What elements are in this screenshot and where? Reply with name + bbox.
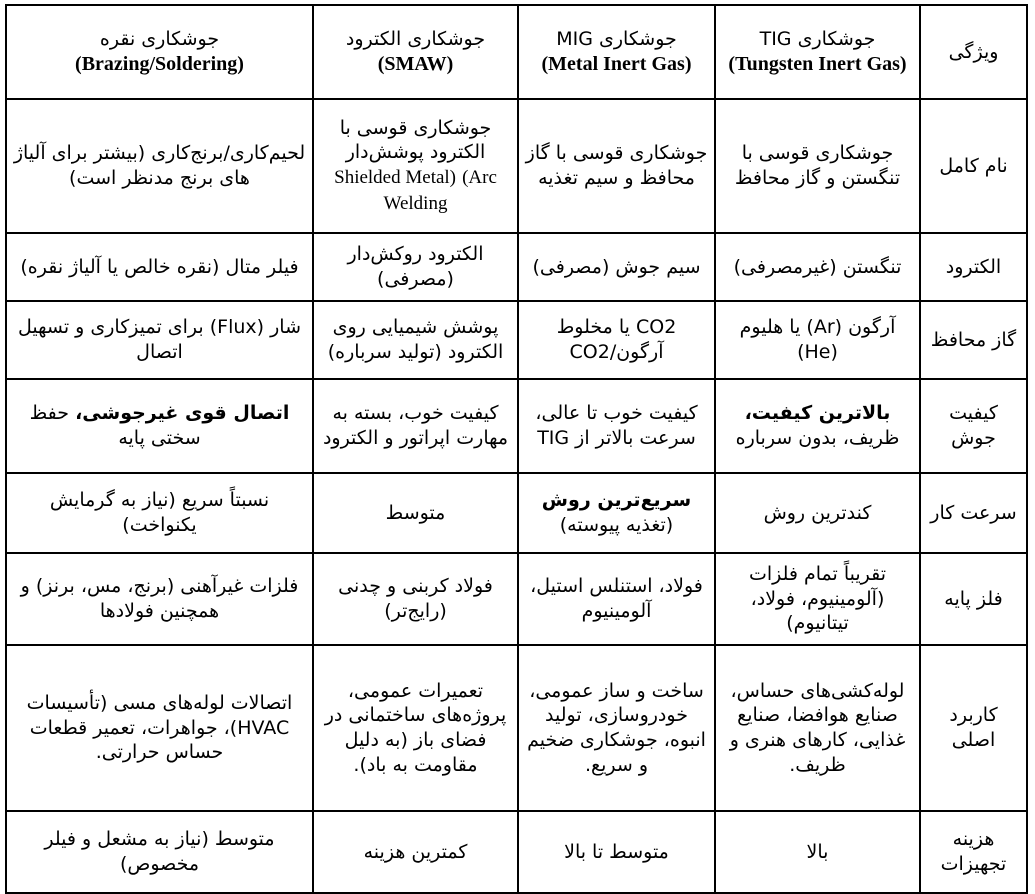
table-row xyxy=(6,811,1027,893)
cell-shielding-gas-mig: CO2 یا مخلوط آرگون/CO2 xyxy=(518,301,715,379)
cell-base-metal-smaw: فولاد کربنی و چدنی (رایج‌تر) xyxy=(313,553,518,645)
cell-weld-quality-brazing xyxy=(6,379,313,473)
cell-equipment-cost-tig: بالا xyxy=(715,811,920,893)
welding-comparison-table xyxy=(5,4,1028,894)
cell-weld-quality-brazing-rest: حفظ سختی پایه xyxy=(29,402,201,449)
column-header-feature-label: ویژگی xyxy=(948,40,999,63)
cell-main-application-brazing: اتصالات لوله‌های مسی (تأسیسات HVAC)، جواهرات، تعمیر قطعات حساس حرارتی. xyxy=(6,645,313,811)
table-row xyxy=(6,645,1027,811)
column-header-mig xyxy=(518,5,715,99)
cell-full-name-smaw-latin-1: Shielded Metal) xyxy=(334,167,457,188)
table-row xyxy=(6,473,1027,553)
cell-electrode-tig: تنگستن (غیرمصرفی) xyxy=(715,233,920,301)
cell-weld-quality-mig: کیفیت خوب تا عالی، سرعت بالاتر از TIG xyxy=(518,379,715,473)
cell-main-application-tig: لوله‌کشی‌های حساس، صنایع هوافضا، صنایع غذایی، کارهای هنری و ظریف. xyxy=(715,645,920,811)
row-header-full-name: نام کامل xyxy=(920,99,1027,233)
cell-base-metal-tig: تقریباً تمام فلزات (آلومینیوم، فولاد، تیتانیوم) xyxy=(715,553,920,645)
table-header xyxy=(6,5,1027,99)
cell-shielding-gas-tig: آرگون (Ar) یا هلیوم (He) xyxy=(715,301,920,379)
cell-full-name-smaw-latin-2: (Arc Welding xyxy=(383,167,497,214)
column-header-feature xyxy=(920,5,1027,99)
cell-full-name-smaw-fa: جوشکاری قوسی با الکترود پوشش‌دار xyxy=(339,116,492,164)
row-header-weld-quality: کیفیت جوش xyxy=(920,379,1027,473)
row-header-electrode: الکترود xyxy=(920,233,1027,301)
table-body xyxy=(6,99,1027,893)
table-row xyxy=(6,99,1027,233)
cell-main-application-smaw: تعمیرات عمومی، پروژه‌های ساختمانی در فضای باز (به دلیل مقاومت به باد). xyxy=(313,645,518,811)
column-header-smaw-latin: (SMAW) xyxy=(377,53,454,76)
column-header-tig-label: جوشکاری TIG xyxy=(759,27,876,50)
cell-full-name-smaw xyxy=(313,99,518,233)
table-row xyxy=(6,233,1027,301)
column-header-brazing-label: جوشکاری نقره xyxy=(99,27,220,50)
cell-weld-quality-tig xyxy=(715,379,920,473)
cell-weld-quality-brazing-emphasis: اتصال قوی غیرجوشی، xyxy=(75,402,290,425)
cell-shielding-gas-smaw: پوشش شیمیایی روی الکترود (تولید سرباره) xyxy=(313,301,518,379)
table-row xyxy=(6,379,1027,473)
cell-electrode-brazing: فیلر متال (نقره خالص یا آلیاژ نقره) xyxy=(6,233,313,301)
header-row xyxy=(6,5,1027,99)
cell-work-speed-tig: کندترین روش xyxy=(715,473,920,553)
column-header-tig xyxy=(715,5,920,99)
cell-full-name-brazing: لحیم‌کاری/برنج‌کاری (بیشتر برای آلیاژ های برنج مدنظر است) xyxy=(6,99,313,233)
cell-full-name-mig: جوشکاری قوسی با گاز محافظ و سیم تغذیه xyxy=(518,99,715,233)
table-row xyxy=(6,301,1027,379)
welding-comparison-sheet xyxy=(0,4,1035,875)
cell-work-speed-mig-rest: (تغذیه پیوسته) xyxy=(559,514,674,536)
cell-work-speed-mig-emphasis: سریع‌ترین روش xyxy=(541,489,692,512)
cell-work-speed-brazing: نسبتاً سریع (نیاز به گرمایش یکنواخت) xyxy=(6,473,313,553)
cell-equipment-cost-smaw: کمترین هزینه xyxy=(313,811,518,893)
column-header-smaw xyxy=(313,5,518,99)
row-header-equipment-cost: هزینه تجهیزات xyxy=(920,811,1027,893)
row-header-shielding-gas: گاز محافظ xyxy=(920,301,1027,379)
row-header-base-metal: فلز پایه xyxy=(920,553,1027,645)
cell-base-metal-brazing: فلزات غیرآهنی (برنج، مس، برنز) و همچنین فولادها xyxy=(6,553,313,645)
cell-equipment-cost-mig: متوسط تا بالا xyxy=(518,811,715,893)
cell-main-application-mig: ساخت و ساز عمومی، خودروسازی، تولید انبوه، جوشکاری ضخیم و سریع. xyxy=(518,645,715,811)
cell-shielding-gas-brazing: شار (Flux) برای تمیزکاری و تسهیل اتصال xyxy=(6,301,313,379)
column-header-mig-latin: (Metal Inert Gas) xyxy=(541,53,692,76)
column-header-brazing xyxy=(6,5,313,99)
cell-weld-quality-tig-emphasis: بالاترین کیفیت، xyxy=(744,402,891,425)
column-header-brazing-latin: (Brazing/Soldering) xyxy=(75,53,244,76)
cell-equipment-cost-brazing: متوسط (نیاز به مشعل و فیلر مخصوص) xyxy=(6,811,313,893)
table-row xyxy=(6,553,1027,645)
cell-full-name-tig: جوشکاری قوسی با تنگستن و گاز محافظ xyxy=(715,99,920,233)
column-header-mig-label: جوشکاری MIG xyxy=(556,27,677,50)
cell-work-speed-smaw: متوسط xyxy=(313,473,518,553)
column-header-smaw-label: جوشکاری الکترود xyxy=(345,27,486,50)
cell-weld-quality-smaw: کیفیت خوب، بسته به مهارت اپراتور و الکترود xyxy=(313,379,518,473)
column-header-tig-latin: (Tungsten Inert Gas) xyxy=(728,53,907,76)
row-header-main-application: کاربرد اصلی xyxy=(920,645,1027,811)
cell-weld-quality-tig-rest: ظریف، بدون سرباره xyxy=(735,427,900,449)
cell-base-metal-mig: فولاد، استنلس استیل، آلومینیوم xyxy=(518,553,715,645)
row-header-work-speed: سرعت کار xyxy=(920,473,1027,553)
cell-work-speed-mig xyxy=(518,473,715,553)
cell-electrode-smaw: الکترود روکش‌دار (مصرفی) xyxy=(313,233,518,301)
cell-electrode-mig: سیم جوش (مصرفی) xyxy=(518,233,715,301)
